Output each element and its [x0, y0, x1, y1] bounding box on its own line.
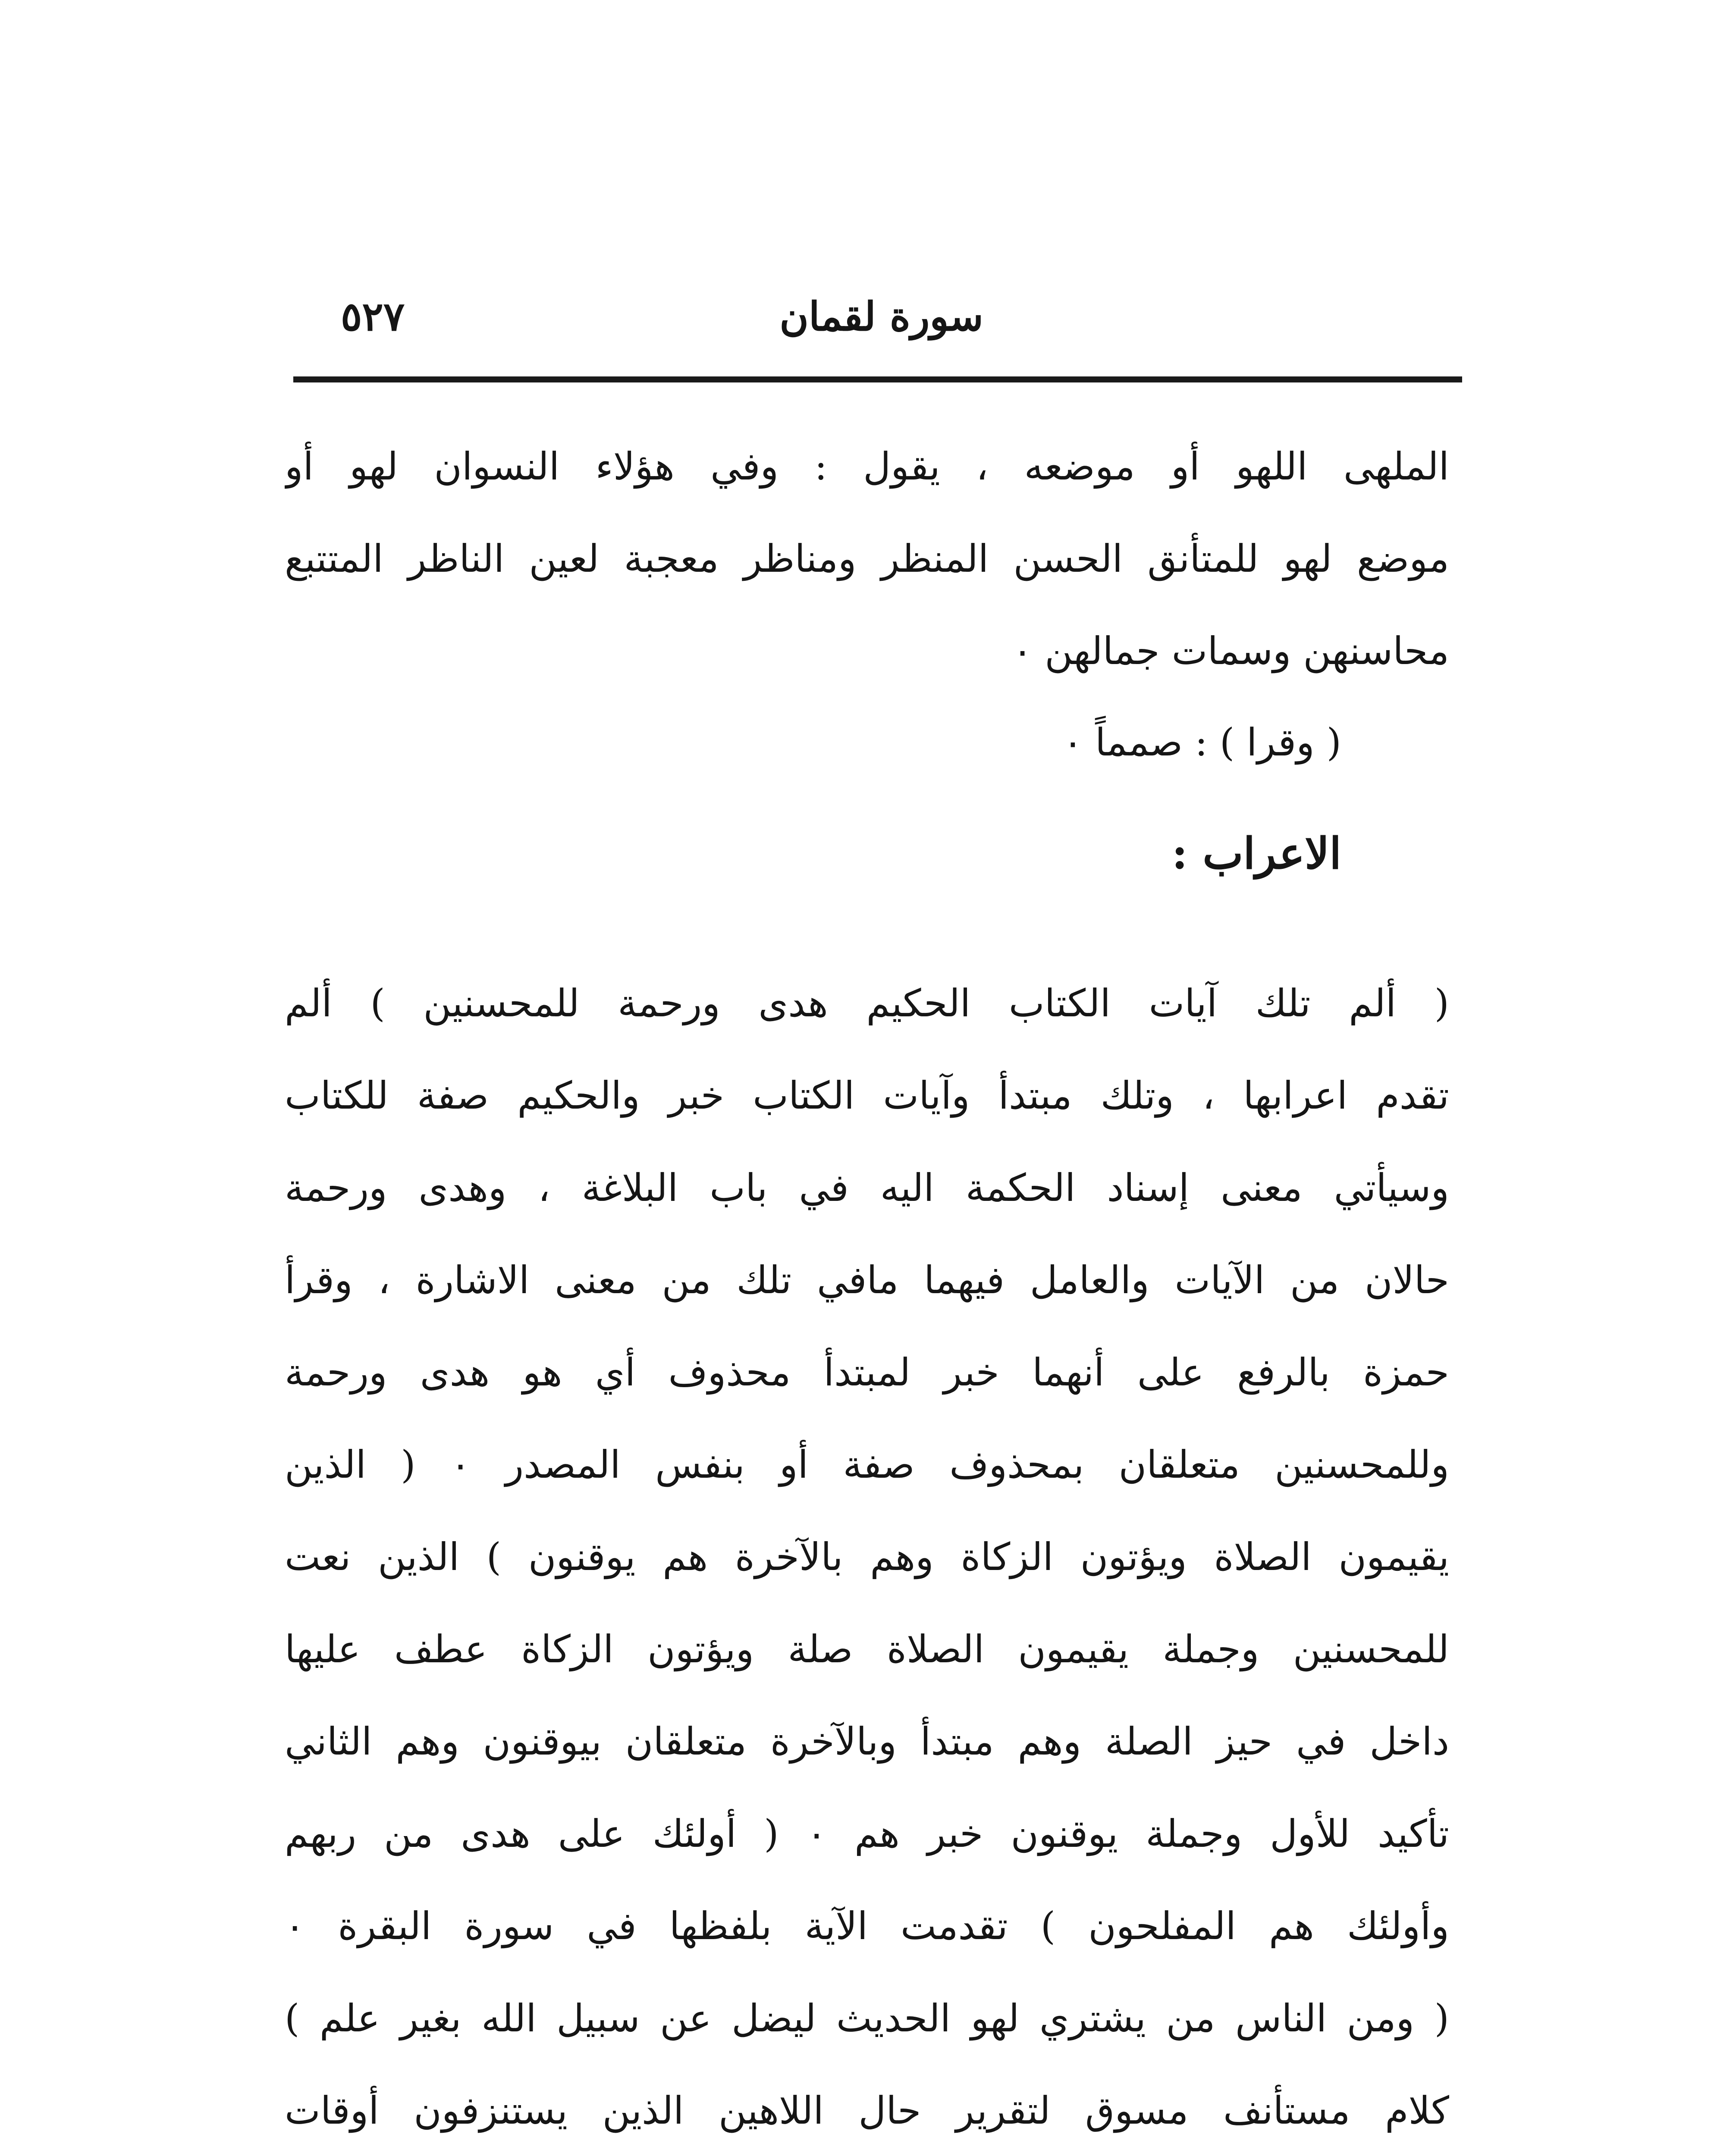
body-paragraph	[285, 957, 1449, 2156]
text-line: وسيأتي معنى إسناد الحكمة اليه في باب البلاغة ، وهدى ورحمة	[285, 1166, 1449, 1210]
page-number: ٥٢٧	[341, 293, 405, 340]
text-line: حالان من الآيات والعامل فيهما مافي تلك من معنى الاشارة ، وقرأ	[285, 1258, 1449, 1302]
text-line: للمحسنين وجملة يقيمون الصلاة صلة ويؤتون الزكاة عطف عليها	[285, 1627, 1449, 1671]
text-line: وللمحسنين متعلقان بمحذوف صفة أو بنفس المصدر ٠ ( الذين	[285, 1442, 1449, 1487]
text-line: كلام مستأنف مسوق لتقرير حال اللاهين الذين يستنزفون أوقات	[285, 2088, 1449, 2133]
intro-paragraph	[285, 420, 1449, 697]
definition-line: ( وقرا ) : صمماً ٠	[1062, 720, 1341, 765]
page-title: سورة لقمان	[779, 293, 983, 340]
text-line: تقدم اعرابها ، وتلك مبتدأ وآيات الكتاب خبر والحكيم صفة للكتاب	[285, 1073, 1449, 1118]
text-line: الملهى اللهو أو موضعه ، يقول : وفي هؤلاء النسوان لهو أو	[285, 444, 1449, 489]
text-line: ( ألم تلك آيات الكتاب الحكيم هدى ورحمة للمحسنين ) ألم	[285, 981, 1449, 1025]
text-line: حمزة بالرفع على أنهما خبر لمبتدأ محذوف أي هو هدى ورحمة	[285, 1350, 1449, 1395]
text-line: يقيمون الصلاة ويؤتون الزكاة وهم بالآخرة هم يوقنون ) الذين نعت	[285, 1535, 1449, 1579]
text-line: محاسنهن وسمات جمالهن ٠	[1012, 629, 1449, 673]
text-line: ( ومن الناس من يشتري لهو الحديث ليضل عن سبيل الله بغير علم )	[285, 1996, 1449, 2040]
text-line: داخل في حيز الصلة وهم مبتدأ وبالآخرة متعلقان بيوقنون وهم الثاني	[285, 1719, 1449, 1764]
header-rule	[293, 376, 1462, 382]
section-heading: الاعراب :	[1171, 828, 1341, 879]
text-line: تأكيد للأول وجملة يوقنون خبر هم ٠ ( أولئك على هدى من ربهم	[285, 1811, 1449, 1856]
page-header	[293, 276, 1458, 371]
text-line: موضع لهو للمتأنق الحسن المنظر ومناظر معجبة لعين الناظر المتتبع	[285, 536, 1449, 581]
text-line: وأولئك هم المفلحون ) تقدمت الآية بلفظها في سورة البقرة ٠	[285, 1904, 1449, 1948]
